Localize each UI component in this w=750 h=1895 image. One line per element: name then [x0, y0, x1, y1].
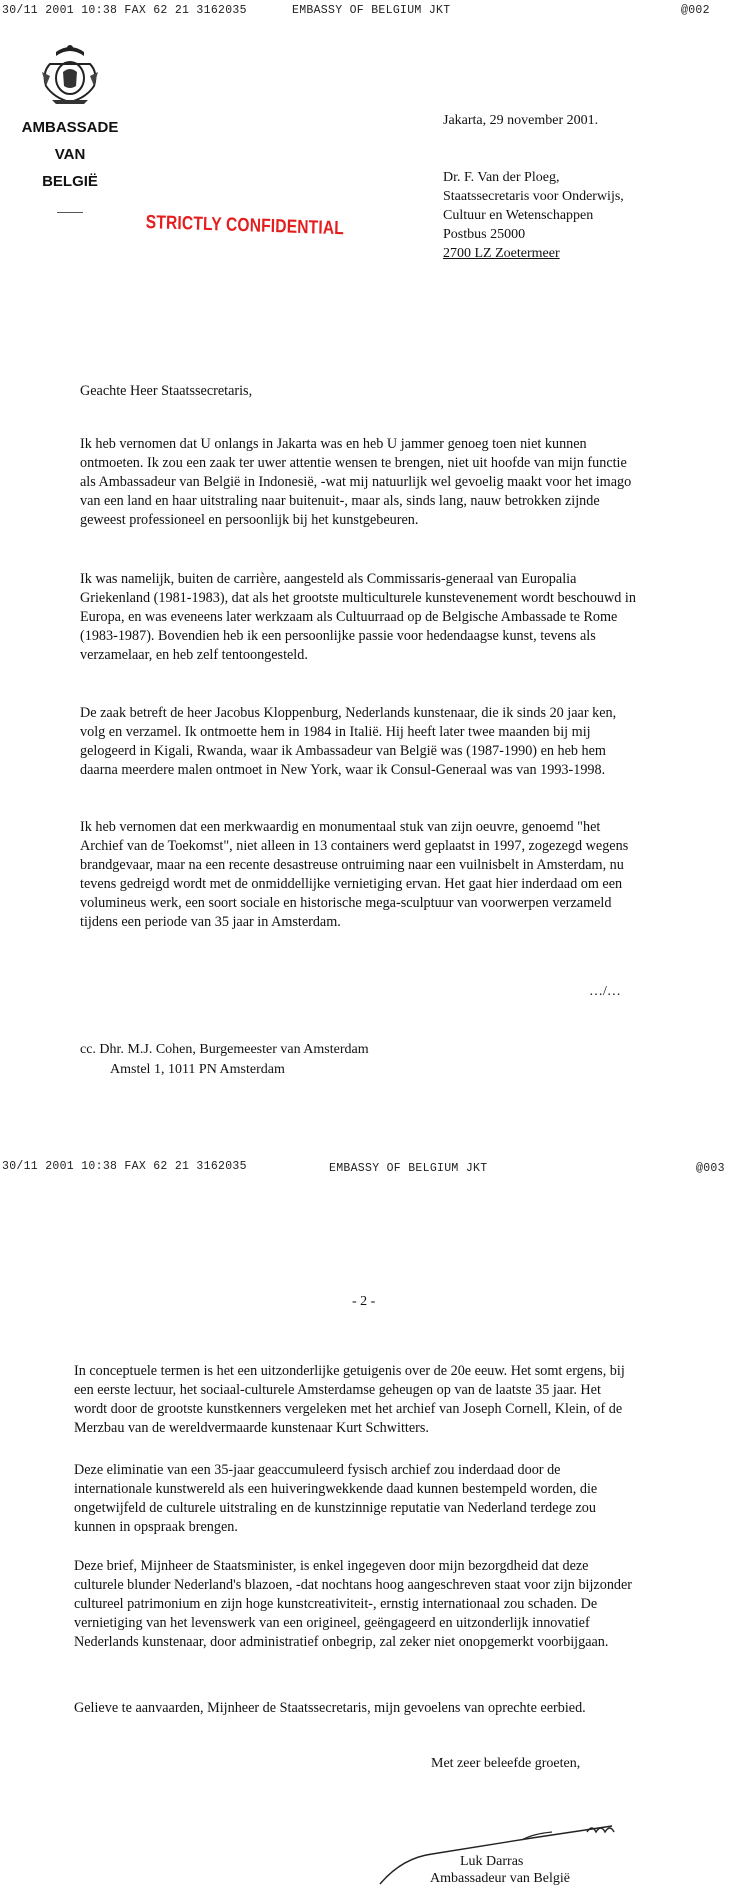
recipient-postbus: Postbus 25000 [443, 227, 526, 242]
signatory-name: Luk Darras [460, 1854, 524, 1869]
fax-header-datetime: 30/11 2001 10:38 FAX 62 21 3162035 [2, 4, 247, 17]
p1-paragraph-1: Ik heb vernomen dat U onlangs in Jakarta was en heb U jammer genoeg toen niet kunnen ontmoeten. Ik zou een zaak ter uwer attentie wensen te brengen, niet uit hoofde van mijn functie als Ambassadeur van België in Indonesië, -wat mij natuurlijk wel gevoelig maakt voor het imago van een land en haar uitstraling naar buitenuit-, maar als, sinds lang, nauw betrokken zijnde geweest professioneel en persoonlijk bij het kunstgebeuren. [80, 436, 632, 528]
letterhead-divider [57, 212, 83, 213]
p1-paragraph-2: Ik was namelijk, buiten de carrière, aangesteld als Commissaris-generaal van Europalia Griekenland (1981-1983), dat als het grootste multiculturele kunstevenement wordt beschouwd in Europa, en was eveneens later werkzaam als Cultuurraad op de Belgische Ambassade te Rome (1983-1987). Bovendien heb ik een persoonlijke passie voor hedendaagse kunst, tevens als verzamelaar, en heb zelf tentoongesteld. [80, 571, 636, 663]
confidential-stamp: STRICTLY CONFIDENTIAL [145, 212, 345, 240]
closing: Met zeer beleefde groeten, [431, 1756, 581, 1771]
letterhead [5, 114, 135, 195]
page-marker: - 2 - [352, 1294, 376, 1309]
fax-header-sender-2: EMBASSY OF BELGIUM JKT [329, 1162, 488, 1175]
fax-header-page-2: @003 [696, 1162, 725, 1175]
recipient-name: Dr. F. Van der Ploeg, [443, 170, 560, 185]
letterhead-line3: BELGIË [42, 173, 98, 190]
fax-header-sender: EMBASSY OF BELGIUM JKT [292, 4, 451, 17]
fax-header-datetime-2: 30/11 2001 10:38 FAX 62 21 3162035 [2, 1160, 247, 1173]
salutation: Geachte Heer Staatssecretaris, [80, 383, 253, 399]
letterhead-line1: AMBASSADE [21, 119, 119, 136]
p2-paragraph-3: Deze brief, Mijnheer de Staatsminister, is enkel ingegeven door mijn bezorgdheid dat deze culturele blunder Nederland's blazoen, -dat nochtans hoog aangeschreven staat voor zijn bijzonder cultureel patrimonium en zijn hoge kunstcreativiteit-, ernstig internationaal zou schaden. De vernietiging van het levenswerk van een origineel, geëngageerd en uitzonderlijk innovatief Nederlands kunstenaar, door administratief onbegrip, zal zeker niet onopgemerkt voorbijgaan. [74, 1558, 633, 1650]
recipient-city: 2700 LZ Zoetermeer [443, 246, 560, 261]
continuation-mark: …/… [589, 984, 621, 999]
p2-paragraph-4: Gelieve te aanvaarden, Mijnheer de Staatssecretaris, mijn gevoelens van oprechte eerbied. [74, 1700, 586, 1716]
recipient-dept: Cultuur en Wetenschappen [443, 208, 594, 223]
cc-line-2: Amstel 1, 1011 PN Amsterdam [110, 1062, 285, 1077]
date-line: Jakarta, 29 november 2001. [443, 113, 599, 128]
p2-paragraph-2: Deze eliminatie van een 35-jaar geaccumuleerd fysisch archief zou inderdaad door de internationale kunstwereld als een huiveringwekkende daad kunnen bestempeld worden, die ongetwijfeld de culturele uitstraling en de kunstzinnige reputatie van Nederland terdege zou kunnen in opspraak brengen. [74, 1462, 598, 1535]
p2-paragraph-1: In conceptuele termen is het een uitzonderlijke getuigenis over de 20e eeuw. Het somt ergens, bij een eerste lectuur, het sociaal-culturele Amsterdamse geheugen op van de laatste 35 jaar. Het wordt door de grootste kunstkenners vergeleken met het archief van Joseph Cornell, Klein, of de Merzbau van de wereldvermaarde kunstenaar Kurt Schwitters. [74, 1363, 625, 1436]
recipient-title: Staatssecretaris voor Onderwijs, [443, 189, 624, 204]
fax-header-page: @002 [681, 4, 710, 17]
coat-of-arms-icon [36, 42, 104, 106]
cc-line-1: cc. Dhr. M.J. Cohen, Burgemeester van Amsterdam [80, 1042, 369, 1057]
recipient-address [443, 168, 624, 263]
p1-paragraph-3: De zaak betreft de heer Jacobus Kloppenburg, Nederlands kunstenaar, die ik sinds 20 jaar ken, volg en verzamel. Ik ontmoette hem in 1984 in Italië. Hij heeft later twee maanden bij mij gelogeerd in Kigali, Rwanda, waar ik Ambassadeur van België was (1987-1990) en heb hem daarna meerdere malen ontmoet in New York, waar ik Consul-Generaal was van 1993-1998. [80, 705, 617, 778]
letterhead-line2: VAN [54, 146, 86, 163]
p1-paragraph-4: Ik heb vernomen dat een merkwaardig en monumentaal stuk van zijn oeuvre, genoemd "het Archief van de Toekomst", niet alleen in 13 containers werd geplaatst in 1997, zogezegd wegens brandgevaar, maar na een recente desastreuse ontruiming naar een vuilnisbelt in Amsterdam, nu tevens gedreigd wordt met de onmiddellijke vernietiging ervan. Het gaat hier inderdaad om een volumineus werk, een soort sociale en historische mega-sculptuur van voorwerpen verzameld tijdens een periode van 35 jaar in Amsterdam. [80, 819, 629, 930]
signatory-title: Ambassadeur van België [430, 1871, 570, 1886]
